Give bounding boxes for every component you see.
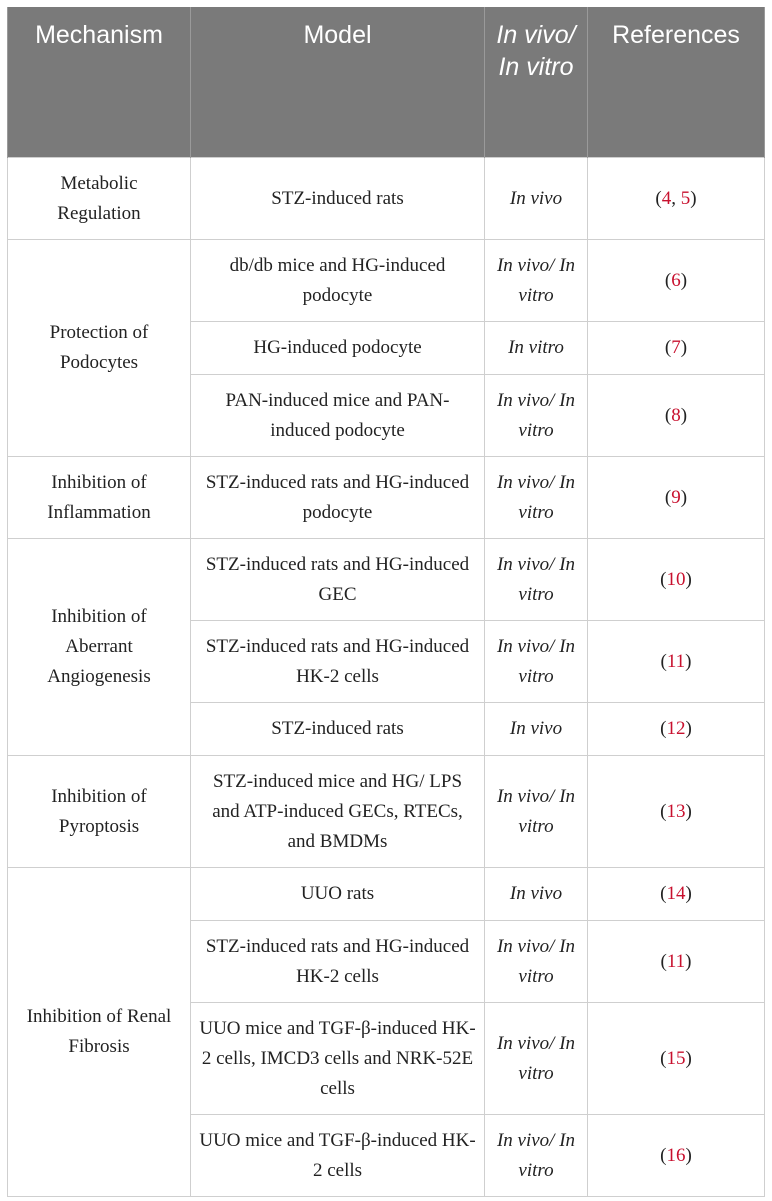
model-cell: STZ-induced rats and HG-induced GEC	[191, 539, 485, 621]
model-cell: PAN-induced mice and PAN-induced podocyte	[191, 375, 485, 457]
table-row	[8, 457, 765, 539]
references-cell: (9)	[588, 457, 765, 539]
reference-link[interactable]: 6	[671, 269, 681, 291]
invivo-cell: In vivo	[485, 703, 588, 756]
mechanism-cell: Inhibition of Renal Fibrosis	[8, 868, 191, 1197]
references-cell: (6)	[588, 240, 765, 322]
table-row	[8, 240, 765, 322]
invivo-cell: In vivo/ In vitro	[485, 375, 588, 457]
model-cell: STZ-induced rats and HG-induced podocyte	[191, 457, 485, 539]
mechanism-table	[7, 7, 765, 1197]
references-cell: (7)	[588, 322, 765, 375]
reference-link[interactable]: 13	[666, 800, 686, 822]
reference-link[interactable]: 11	[666, 650, 686, 672]
reference-link[interactable]: 14	[666, 883, 686, 904]
references-cell: (4, 5)	[588, 158, 765, 240]
header-model: Model	[191, 7, 485, 158]
mechanism-cell: Metabolic Regulation	[8, 158, 191, 240]
invivo-cell: In vivo/ In vitro	[485, 457, 588, 539]
reference-link[interactable]: 11	[666, 950, 686, 972]
references-cell: (8)	[588, 375, 765, 457]
reference-link[interactable]: 9	[671, 486, 681, 508]
invivo-cell: In vivo/ In vitro	[485, 240, 588, 322]
references-cell: (13)	[588, 756, 765, 868]
reference-link[interactable]: 16	[666, 1144, 686, 1166]
invivo-cell: In vivo/ In vitro	[485, 621, 588, 703]
mechanism-cell: Inhibition of Pyroptosis	[8, 756, 191, 868]
model-cell: db/db mice and HG-induced podocyte	[191, 240, 485, 322]
invivo-cell: In vivo/ In vitro	[485, 756, 588, 868]
header-mechanism: Mechanism	[8, 7, 191, 158]
model-cell: STZ-induced rats and HG-induced HK-2 cells	[191, 621, 485, 703]
invivo-cell: In vitro	[485, 322, 588, 375]
reference-link[interactable]: 15	[666, 1047, 686, 1069]
references-cell: (16)	[588, 1115, 765, 1197]
model-cell: STZ-induced rats	[191, 703, 485, 756]
model-cell: UUO mice and TGF-β-induced HK-2 cells	[191, 1115, 485, 1197]
mechanism-cell: Inhibition of Inflammation	[8, 457, 191, 539]
header-references: References	[588, 7, 765, 158]
table-row	[8, 539, 765, 621]
table-row	[8, 756, 765, 868]
model-cell: HG-induced podocyte	[191, 322, 485, 375]
references-cell: (15)	[588, 1003, 765, 1115]
model-cell: STZ-induced rats and HG-induced HK-2 cells	[191, 921, 485, 1003]
mechanism-cell: Protection of Podocytes	[8, 240, 191, 457]
model-cell: STZ-induced mice and HG/ LPS and ATP-induced GECs, RTECs, and BMDMs	[191, 756, 485, 868]
table-row	[8, 158, 765, 240]
references-cell: (12)	[588, 703, 765, 756]
invivo-cell: In vivo	[485, 158, 588, 240]
references-cell: (11)	[588, 921, 765, 1003]
reference-link[interactable]: 12	[666, 718, 686, 739]
model-cell: STZ-induced rats	[191, 158, 485, 240]
references-cell: (11)	[588, 621, 765, 703]
invivo-cell: In vivo/ In vitro	[485, 1003, 588, 1115]
invivo-cell: In vivo/ In vitro	[485, 1115, 588, 1197]
header-row	[8, 7, 765, 158]
invivo-cell: In vivo/ In vitro	[485, 539, 588, 621]
reference-link[interactable]: 7	[671, 337, 681, 358]
reference-link[interactable]: 10	[666, 568, 686, 590]
invivo-cell: In vivo/ In vitro	[485, 921, 588, 1003]
invivo-cell: In vivo	[485, 868, 588, 921]
model-cell: UUO rats	[191, 868, 485, 921]
references-cell: (10)	[588, 539, 765, 621]
reference-link[interactable]: 4	[661, 187, 672, 209]
table-row	[8, 868, 765, 921]
mechanism-cell: Inhibition of Aberrant Angiogenesis	[8, 539, 191, 756]
reference-link[interactable]: 5	[680, 187, 691, 209]
reference-link[interactable]: 8	[671, 404, 681, 426]
header-invivo: In vivo/ In vitro	[485, 7, 588, 158]
model-cell: UUO mice and TGF-β-induced HK-2 cells, IMCD3 cells and NRK-52E cells	[191, 1003, 485, 1115]
references-cell: (14)	[588, 868, 765, 921]
